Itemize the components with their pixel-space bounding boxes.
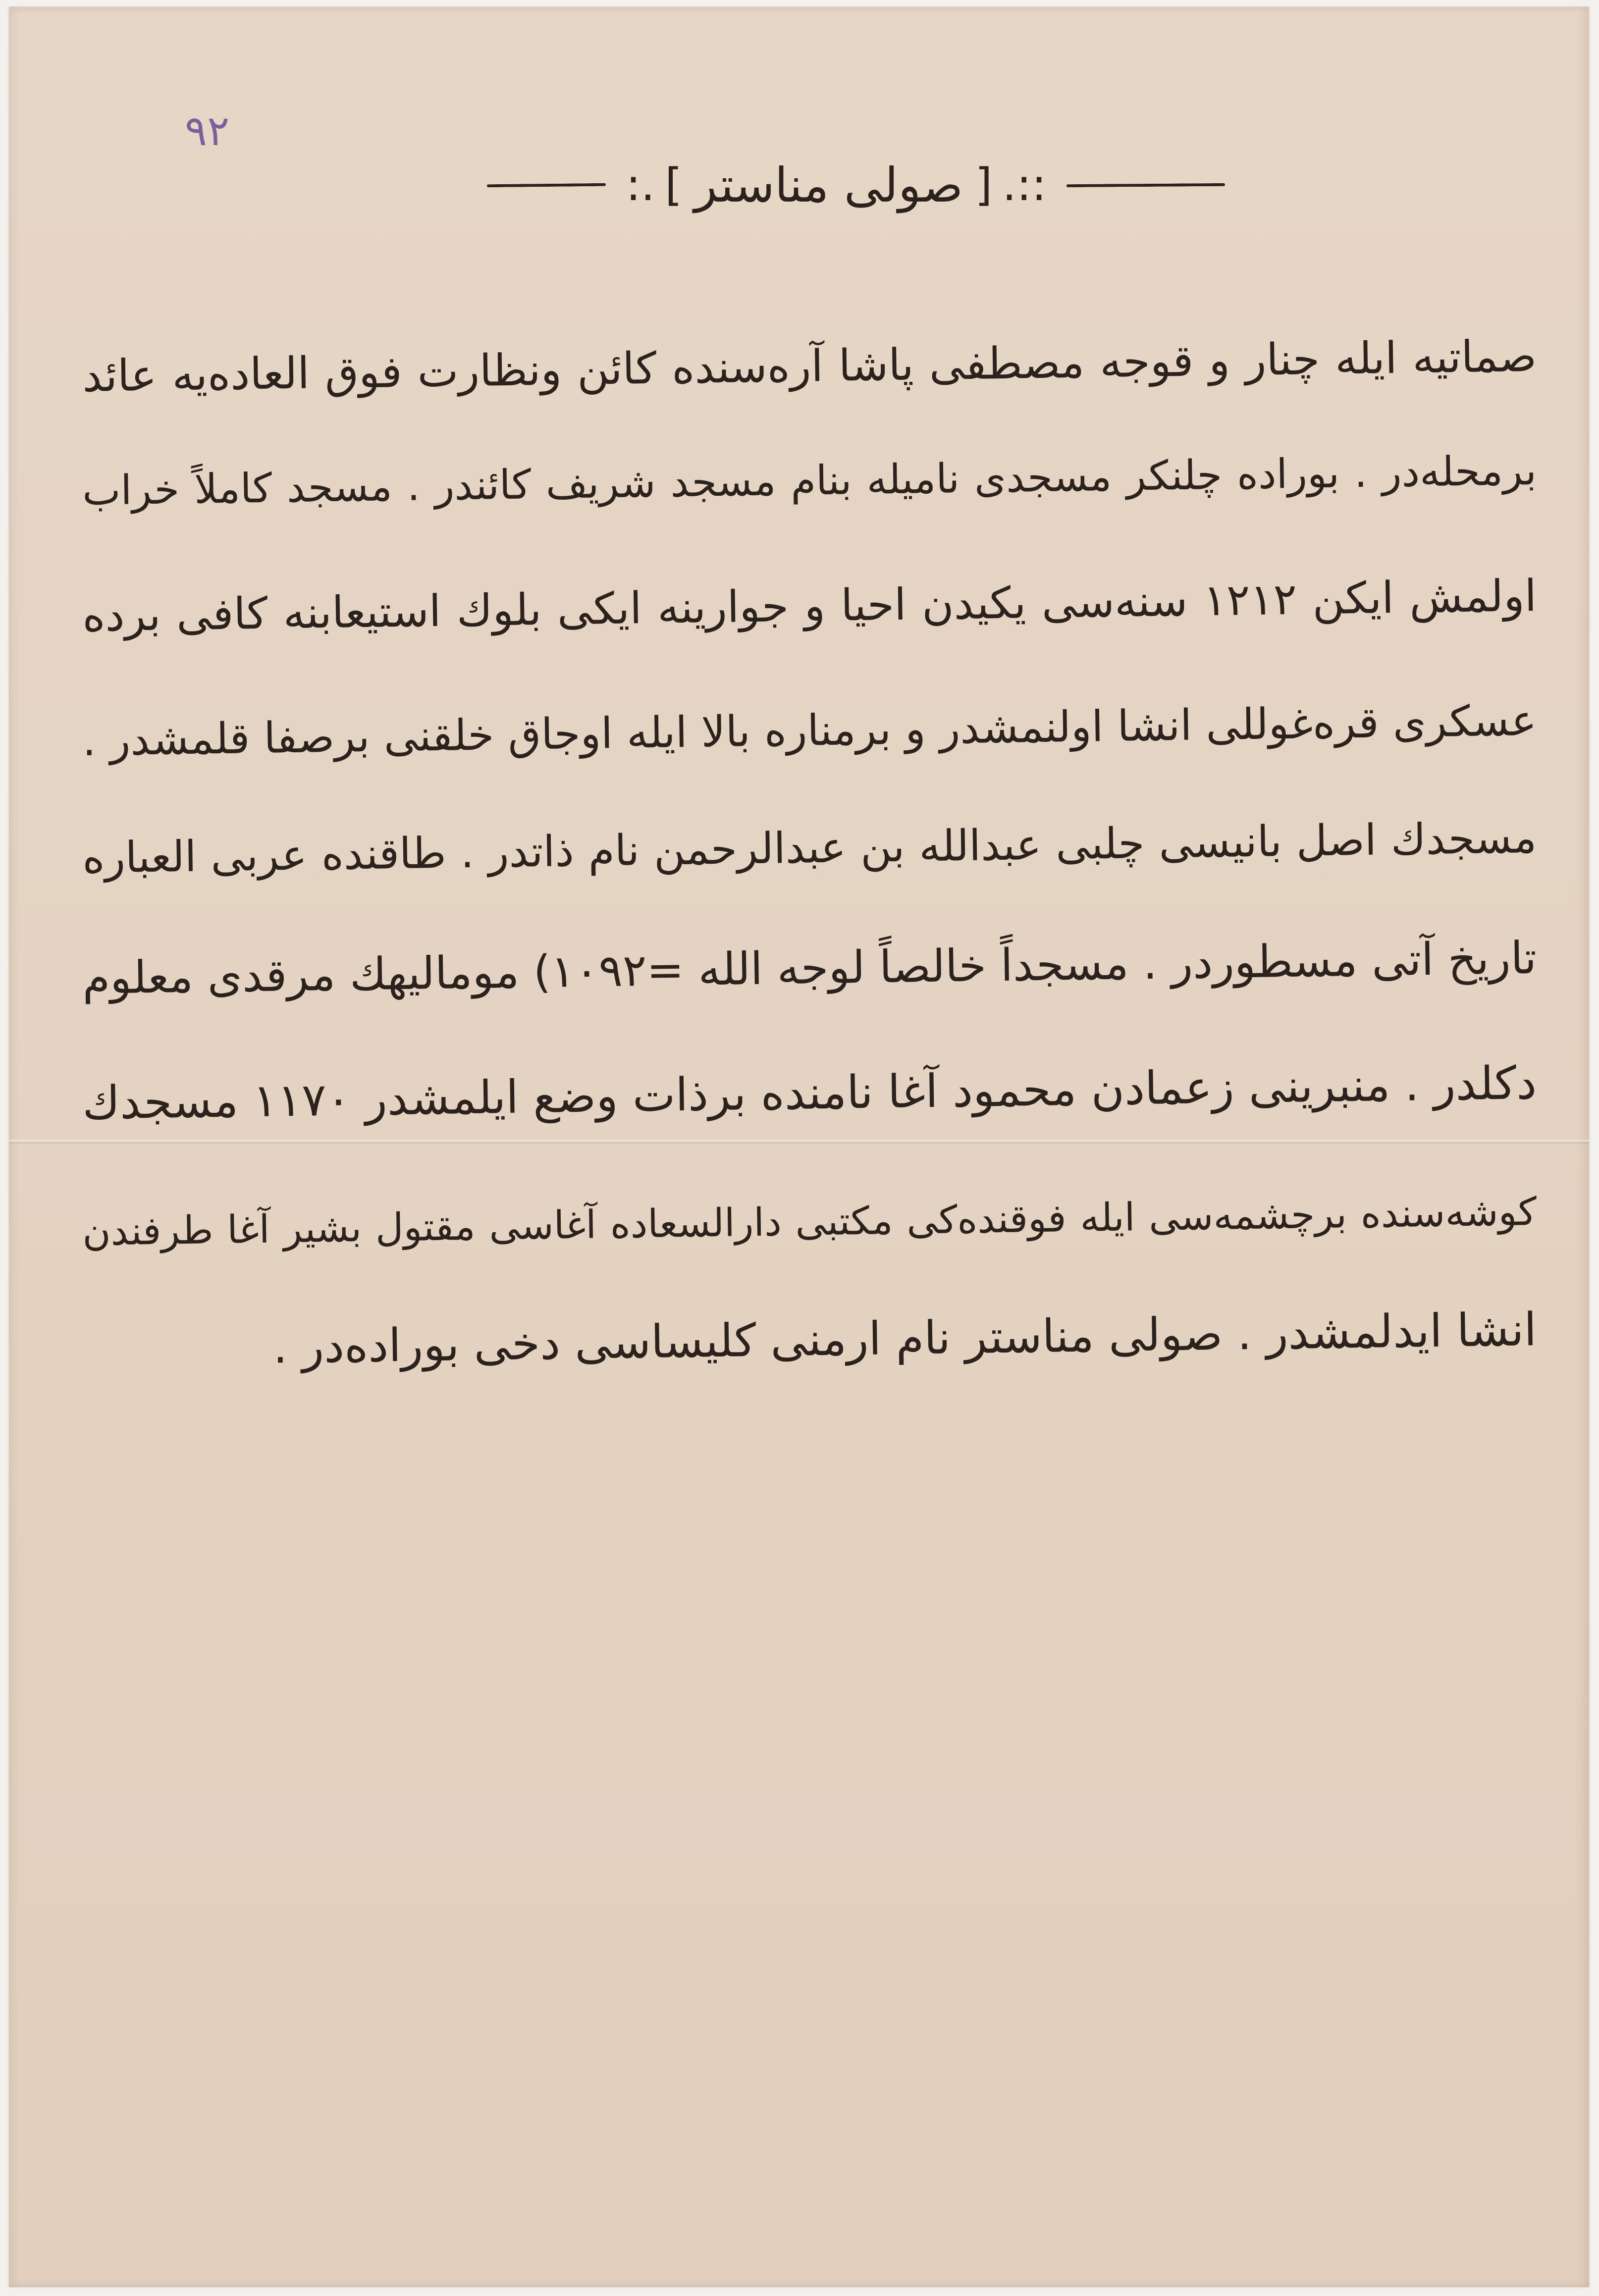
text-line-4: عسکری قره‌غوللی انشا اولنمشدر و برمناره بالا ایله اوجاق خلقنی برصفا قلمشدر .: [82, 696, 1537, 766]
text-line-1: صماتیه ایله چنار و قوجه مصطفی پاشا آره‌سنده کائن ونظارت فوق العاده‌یه عائد: [82, 330, 1537, 402]
manuscript-page: [9, 7, 1589, 2287]
title-left-rule: [487, 183, 606, 188]
page-number: ٩٢: [185, 106, 230, 155]
title-right-ornament: .::: [1002, 159, 1047, 211]
document-title: [484, 156, 1227, 215]
title-text: صولی مناستر: [694, 157, 963, 213]
text-line-7: دکلدر . منبرینی زعمادن محمود آغا نامنده برذات وضع ایلمشدر ۱۱۷۰ مسجدك: [82, 1056, 1537, 1130]
title-right-rule: [1066, 183, 1225, 187]
text-line-9: انشا ایدلمشدر . صولی مناستر نام ارمنی کلیساسی دخی بوراده‌در .: [272, 1303, 1537, 1374]
text-line-2: برمحله‌در . بوراده چلنکر مسجدی نامیله بنام مسجد شریف کائندر . مسجد کاملاً خراب: [82, 447, 1537, 515]
paper-fold-line: [9, 1139, 1589, 1144]
text-line-6: تاریخ آتی مسطوردر . مسجداً خالصاً لوجه الله =۱۰۹۲) مومالیهك مرقدی معلوم: [82, 932, 1537, 1004]
text-line-3: اولمش ایکن ۱۲۱۲ سنه‌سی یکیدن احیا و جوارینه ایکی بلوك استیعابنه کافی برده: [82, 570, 1537, 641]
text-line-8: کوشه‌سنده برچشمه‌سی ایله فوقنده‌کی مکتبی دارالسعاده آغاسی مقتول بشیر آغا طرفندن: [82, 1190, 1537, 1254]
text-line-5: مسجدك اصل بانیسی چلبی عبدالله بن عبدالرحمن نام ذاتدر . طاقنده عربی العباره: [82, 813, 1537, 883]
title-left-ornament: :.: [626, 159, 655, 211]
title-close-bracket: ]: [975, 159, 993, 211]
title-open-bracket: [: [665, 159, 683, 211]
